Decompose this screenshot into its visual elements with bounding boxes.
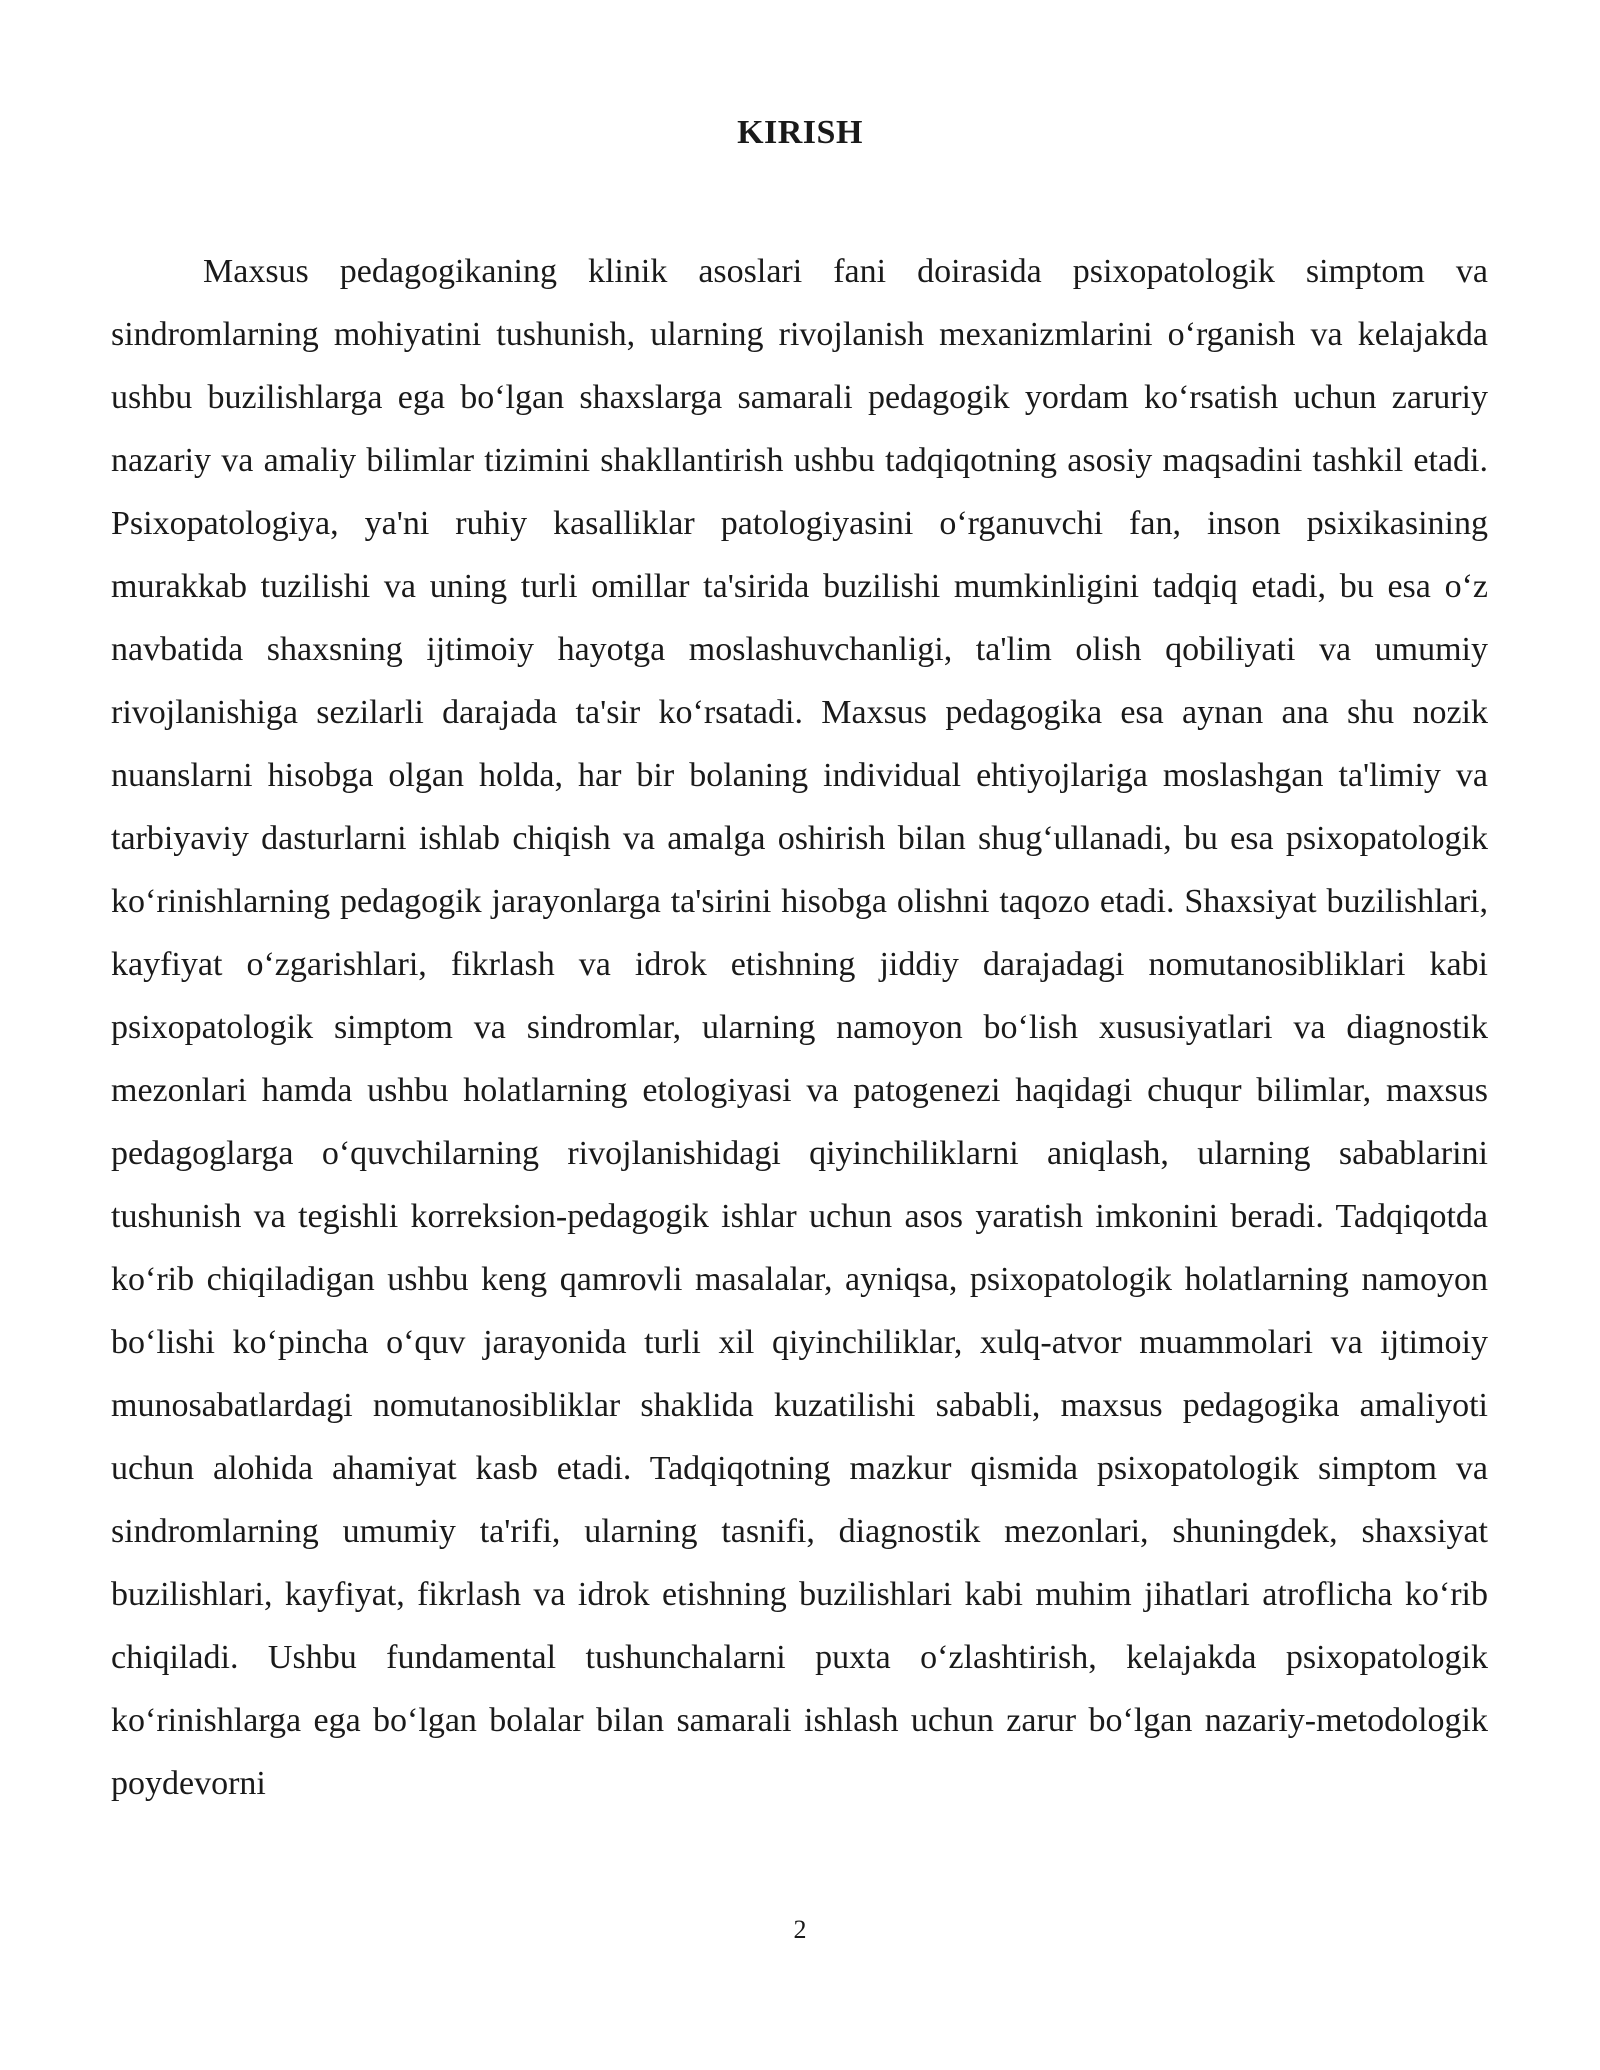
body-paragraph: Maxsus pedagogikaning klinik asoslari fani doirasida psixopatologik simptom va sindromlarning mohiyatini tushunish, ularning rivojlanish mexanizmlarini o‘rganish va kelajakda ushbu buzilishlarga ega bo‘lgan shaxslarga samarali pedagogik yordam ko‘rsatish uchun zaruriy nazariy va amaliy bilimlar tizimini shakllantirish ushbu tadqiqotning asosiy maqsadini tashkil etadi. Psixopatologiya, ya'ni ruhiy kasalliklar patologiyasini o‘rganuvchi fan, inson psixikasining murakkab tuzilishi va uning turli omillar ta'sirida buzilishi mumkinligini tadqiq etadi, bu esa o‘z navbatida shaxsning ijtimoiy hayotga moslashuvchanligi, ta'lim olish qobiliyati va umumiy rivojlanishiga sezilarli darajada ta'sir ko‘rsatadi. Maxsus pedagogika esa aynan ana shu nozik nuanslarni hisobga olgan holda, har bir bolaning individual ehtiyojlariga moslashgan ta'limiy va tarbiyaviy dasturlarni ishlab chiqish va amalga oshirish bilan shug‘ullanadi, bu esa psixopatologik ko‘rinishlarning pedagogik jarayonlarga ta'sirini hisobga olishni taqozo etadi. Shaxsiyat buzilishlari, kayfiyat o‘zgarishlari, fikrlash va idrok etishning jiddiy darajadagi nomutanosibliklari kabi psixopatologik simptom va sindromlar, ularning namoyon bo‘lish xususiyatlari va diagnostik mezonlari hamda ushbu holatlarning etologiyasi va patogenezi haqidagi chuqur bilimlar, maxsus pedagoglarga o‘quvchilarning rivojlanishidagi qiyinchiliklarni aniqlash, ularning sabablarini tushunish va tegishli korreksion-pedagogik ishlar uchun asos yaratish imkonini beradi. Tadqiqotda ko‘rib chiqiladigan ushbu keng qamrovli masalalar, ayniqsa, psixopatologik holatlarning namoyon bo‘lishi ko‘pincha o‘quv jarayonida turli xil qiyinchiliklar, xulq-atvor muammolari va ijtimoiy munosabatlardagi nomutanosibliklar shaklida kuzatilishi sababli, maxsus pedagogika amaliyoti uchun alohida ahamiyat kasb etadi. Tadqiqotning mazkur qismida psixopatologik simptom va sindromlarning umumiy ta'rifi, ularning tasnifi, diagnostik mezonlari, shuningdek, shaxsiyat buzilishlari, kayfiyat, fikrlash va idrok etishning buzilishlari kabi muhim jihatlari atroflicha ko‘rib chiqiladi. Ushbu fundamental tushunchalarni puxta o‘zlashtirish, kelajakda psixopatologik ko‘rinishlarga ega bo‘lgan bolalar bilan samarali ishlash uchun zarur bo‘lgan nazariy-metodologik poydevorni bbox=[111, 253, 1488, 1802]
page-title: KIRISH bbox=[737, 114, 863, 151]
page-number: 2 bbox=[793, 1915, 807, 1944]
